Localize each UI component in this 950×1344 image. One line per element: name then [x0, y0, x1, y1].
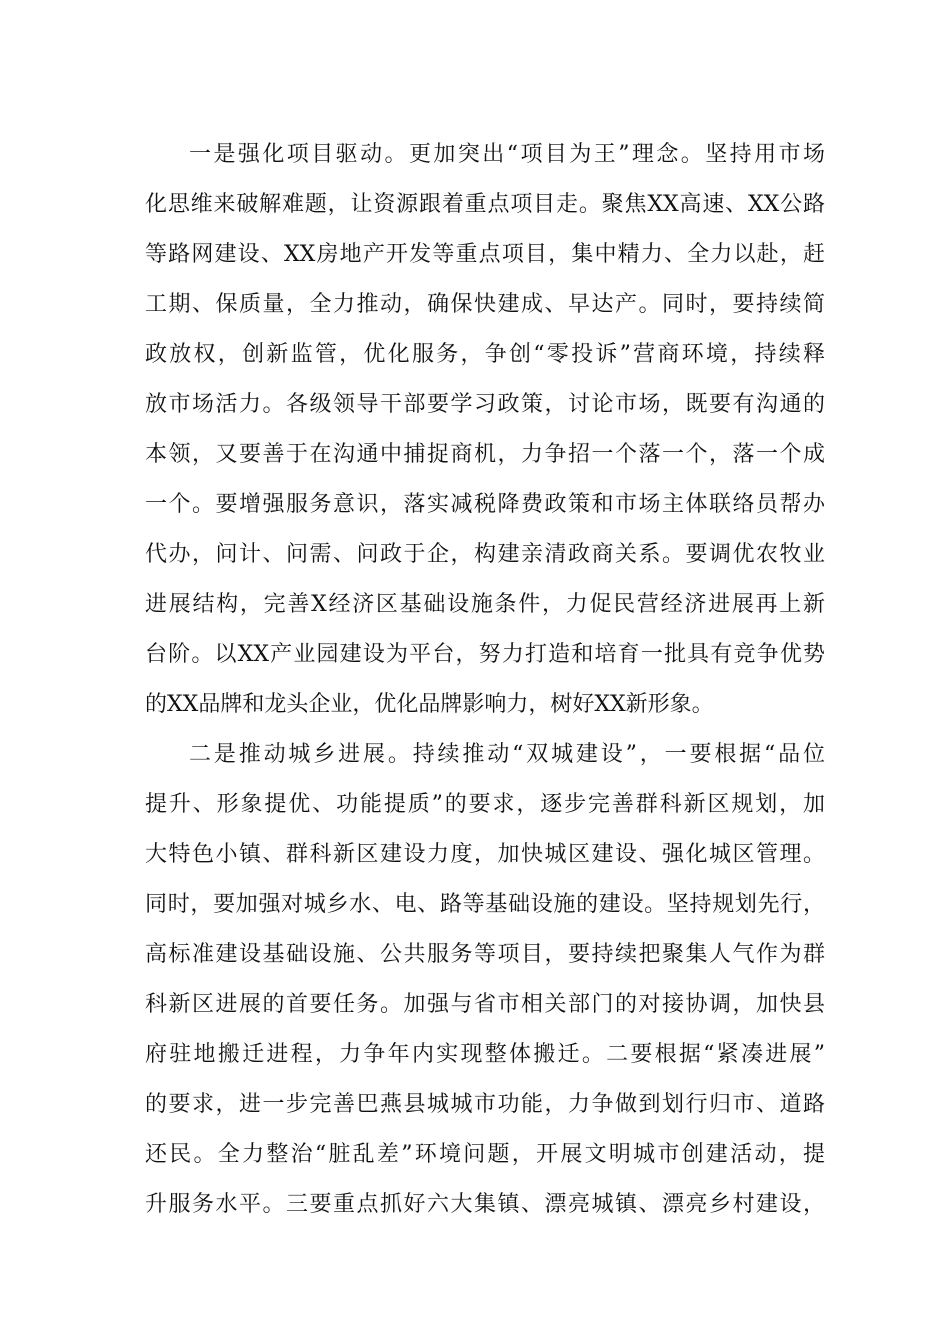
paragraph-line: 提升、形象提优、功能提质”的要求，逐步完善群科新区规划，加 [145, 792, 825, 817]
paragraph-urban-rural [145, 730, 825, 1230]
paragraph-line: 高标准建设基础设施、公共服务等项目，要持续把聚集人气作为群 [145, 942, 825, 967]
paragraph-line: 放市场活力。各级领导干部要学习政策，讨论市场，既要有沟通的 [145, 392, 825, 417]
paragraph-line: 一是强化项目驱动。更加突出“项目为王”理念。坚持用市场 [189, 142, 825, 167]
paragraph-line: 还民。全力整治“脏乱差”环境问题，开展文明城市创建活动，提 [145, 1142, 825, 1167]
paragraph-line: 本领，又要善于在沟通中捕捉商机，力争招一个落一个，落一个成 [145, 442, 825, 467]
paragraph-line: 的要求，进一步完善巴燕县城城市功能，力争做到划行归市、道路 [145, 1092, 825, 1117]
paragraph-line: 科新区进展的首要任务。加强与省市相关部门的对接协调，加快县 [145, 992, 825, 1017]
paragraph-line: 一个。要增强服务意识，落实减税降费政策和市场主体联络员帮办 [145, 492, 825, 517]
paragraph-line: 二是推动城乡进展。持续推动“双城建设”，一要根据“品位 [189, 742, 825, 767]
paragraph-line: 升服务水平。三要重点抓好六大集镇、漂亮城镇、漂亮乡村建设， [145, 1192, 825, 1217]
paragraph-line: 化思维来破解难题，让资源跟着重点项目走。聚焦XX高速、XX公路 [145, 192, 825, 217]
paragraph-line: 代办，问计、问需、问政于企，构建亲清政商关系。要调优农牧业 [145, 542, 825, 567]
paragraph-line: 工期、保质量，全力推动，确保快建成、早达产。同时，要持续简 [145, 292, 825, 317]
paragraph-project-drive [145, 130, 825, 730]
paragraph-line: 府驻地搬迁进程，力争年内实现整体搬迁。二要根据“紧凑进展” [145, 1042, 825, 1067]
paragraph-line: 同时，要加强对城乡水、电、路等基础设施的建设。坚持规划先行， [145, 892, 825, 917]
paragraph-line: 等路网建设、XX房地产开发等重点项目，集中精力、全力以赴，赶 [145, 242, 825, 267]
paragraph-line: 的XX品牌和龙头企业，优化品牌影响力，树好XX新形象。 [145, 692, 714, 717]
paragraph-line: 政放权，创新监管，优化服务，争创“零投诉”营商环境，持续释 [145, 342, 825, 367]
document-body [145, 130, 825, 1230]
paragraph-line: 台阶。以XX产业园建设为平台，努力打造和培育一批具有竞争优势 [145, 642, 825, 667]
paragraph-line: 大特色小镇、群科新区建设力度，加快城区建设、强化城区管理。 [145, 842, 825, 867]
paragraph-line: 进展结构，完善X经济区基础设施条件，力促民营经济进展再上新 [145, 592, 825, 617]
